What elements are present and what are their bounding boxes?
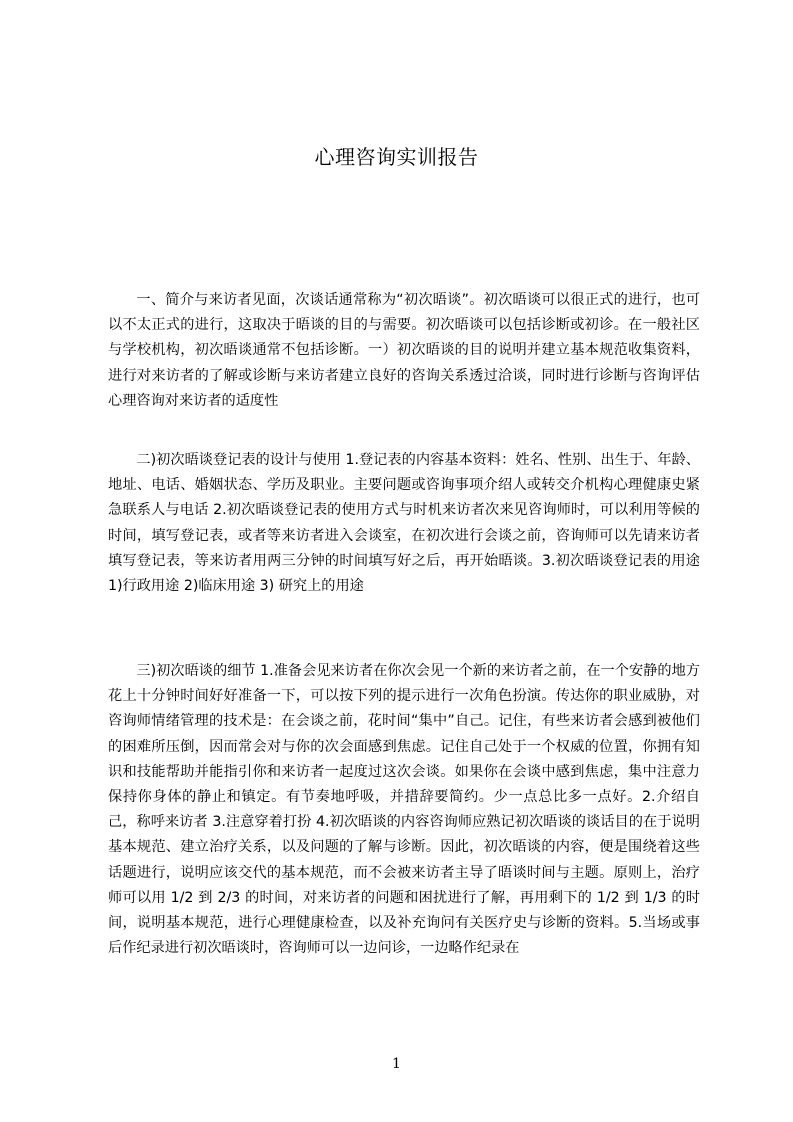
paragraph-interview-details: 三)初次晤谈的细节 1.准备会见来访者在你次会见一个新的来访者之前，在一个安静的地方花上十分钟时间好好准备一下，可以按下列的提示进行一次角色扮演。传达你的职业威胁，对咨询师情绪管理的技术是：在会谈之前，花时间“集中”自己。记住，有些来访者会感到被他们的困难所压倒，因而常会对与你的次会面感到焦虑。记住自己处于一个权威的位置，你拥有知识和技能帮助并能指引你和来访者一起度过这次会谈。如果你在会谈中感到焦虑，集中注意力保持你身体的静止和镇定。有节奏地呼吸，并措辞要简约。少一点总比多一点好。2.介绍自己，称呼来访者 3.注意穿着打扮 4.初次晤谈的内容咨询师应熟记初次晤谈的谈话目的在于说明基本规范、建立治疗关系，以及问题的了解与诊断。因此，初次晤谈的内容，便是围绕着这些话题进行，说明应该交代的基本规范，而不会被来访者主导了晤谈时间与主题。原则上，治疗师可以用 1/2 到 2/3 的时间，对来访者的问题和困扰进行了解，再用剩下的 1/2 到 1/3 的时间，说明基本规范，进行心理健康检查，以及补充询问有关医疗史与诊断的资料。5.当场或事后作纪录进行初次晤谈时，咨询师可以一边问诊，一边略作纪录在 xyxy=(108,663,700,957)
document-title: 心理咨询实训报告 xyxy=(314,145,479,169)
paragraph-introduction: 一、简介与来访者见面，次谈话通常称为“初次晤谈”。初次晤谈可以很正式的进行，也可以不太正式的进行，这取决于晤谈的目的与需要。初次晤谈可以包括诊断或初诊。在一般社区与学校机构，初次晤谈通常不包括诊断。一）初次晤谈的目的说明并建立基本规范收集资料，进行对来访者的了解或诊断与来访者建立良好的咨询关系透过洽谈，同时进行诊断与咨询评估心理咨询对来访者的适度性 xyxy=(108,292,700,409)
paragraph-registration-form: 二)初次晤谈登记表的设计与使用 1.登记表的内容基本资料：姓名、性别、出生于、年龄、地址、电话、婚姻状态、学历及职业。主要问题或咨询事项介绍人或转交介机构心理健康史紧急联系人与电话 2.初次晤谈登记表的使用方式与时机来访者次来见咨询师时，可以利用等候的时间，填写登记表，或者等来访者进入会谈室，在初次进行会谈之前，咨询师可以先请来访者填写登记表，等来访者用两三分钟的时间填写好之后，再开始晤谈。3.初次晤谈登记表的用途 1)行政用途 2)临床用途 3) 研究上的用途 xyxy=(108,452,700,595)
page-number: 1 xyxy=(392,1056,401,1072)
